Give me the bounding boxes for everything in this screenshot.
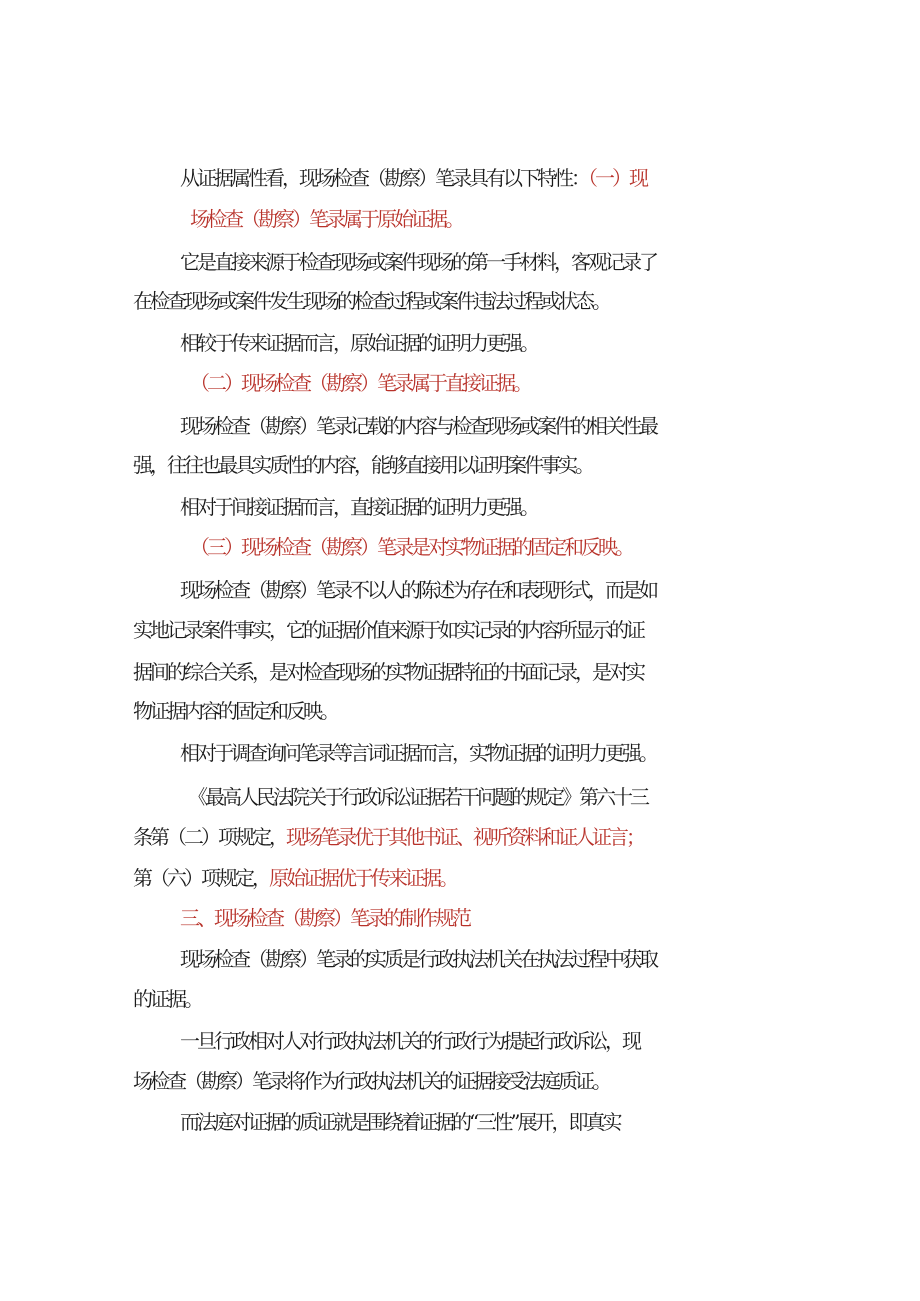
text-line: [0, 526, 920, 568]
body-text: 现场检查（勘察）笔录不以人的陈述为存在和表现形式，而是如: [180, 578, 656, 602]
text-line: [0, 405, 920, 447]
text-line: [0, 857, 920, 899]
body-text: 现场检查（勘察）笔录记载的内容与检查现场或案件的相关性最: [180, 414, 656, 438]
text-line: [0, 1101, 920, 1143]
text-line: [0, 241, 920, 283]
body-text: 它是直接来源于检查现场或案件现场的第一手材料，客观记录了: [180, 250, 656, 274]
highlighted-text: 现场笔录优于其他书证、视听资料和证人证言；: [286, 825, 643, 849]
highlighted-text: （三）现场检查（勘察）笔录是对实物证据的固定和反映。: [190, 535, 632, 559]
body-text: 而法庭对证据的质证就是围绕着证据的“三性”展开，即真实: [180, 1110, 620, 1134]
body-text: 相较于传来证据而言，原始证据的证明力更强。: [180, 331, 537, 355]
text-line: [0, 609, 920, 651]
text-line: [0, 322, 920, 364]
body-text: 从证据属性看，现场检查（勘察）笔录具有以下特性：: [180, 166, 588, 190]
text-line: [0, 280, 920, 322]
text-line: [0, 816, 920, 858]
body-text: 条第（二）项规定，: [133, 825, 286, 849]
text-line: [0, 897, 920, 939]
body-text: 《最高人民法院关于行政诉讼证据若干问题的规定》第六十三: [188, 785, 647, 809]
text-line: [0, 651, 920, 693]
body-text: 的证据。: [133, 987, 201, 1011]
highlighted-text: 原始证据优于传来证据。: [269, 866, 456, 890]
body-text: 相对于调查询问笔录等言词证据而言，实物证据的证明力更强。: [180, 741, 656, 765]
body-text: 据间的综合关系，是对检查现场的实物证据特征的书面记录，是对实: [133, 660, 643, 684]
highlighted-text: （二）现场检查（勘察）笔录属于直接证据。: [190, 371, 530, 395]
text-line: [0, 978, 920, 1020]
body-text: 现场检查（勘察）笔录的实质是行政执法机关在执法过程中获取: [180, 947, 656, 971]
body-text: 场检查（勘察）笔录将作为行政执法机关的证据接受法庭质证。: [133, 1069, 609, 1093]
highlighted-text: 三、现场检查（勘察）笔录的制作规范: [180, 906, 469, 930]
text-line: [0, 732, 920, 774]
text-line: [0, 198, 920, 240]
text-line: [0, 362, 920, 404]
text-line: [0, 776, 920, 818]
text-line: [0, 1020, 920, 1062]
body-text: 在检查现场或案件发生现场的检查过程或案件违法过程或状态。: [133, 289, 609, 313]
highlighted-text: 场检查（勘察）笔录属于原始证据。: [190, 207, 462, 231]
text-line: [0, 569, 920, 611]
body-text: 一旦行政相对人对行政执法机关的行政行为提起行政诉讼，现: [180, 1029, 639, 1053]
text-line: [0, 486, 920, 528]
highlighted-text: （一）现: [588, 166, 646, 190]
text-line: [0, 690, 920, 732]
text-line: [0, 938, 920, 980]
body-text: 强，往往也最具实质性的内容，能够直接用以证明案件事实。: [133, 453, 592, 477]
body-text: 相对于间接证据而言，直接证据的证明力更强。: [180, 495, 537, 519]
text-line: [0, 1060, 920, 1102]
body-text: 第（六）项规定，: [133, 866, 269, 890]
text-line: [0, 157, 920, 199]
text-line: [0, 444, 920, 486]
body-text: 实地记录案件事实，它的证据价值来源于如实记录的内容所显示的证: [133, 618, 643, 642]
body-text: 物证据内容的固定和反映。: [133, 699, 337, 723]
